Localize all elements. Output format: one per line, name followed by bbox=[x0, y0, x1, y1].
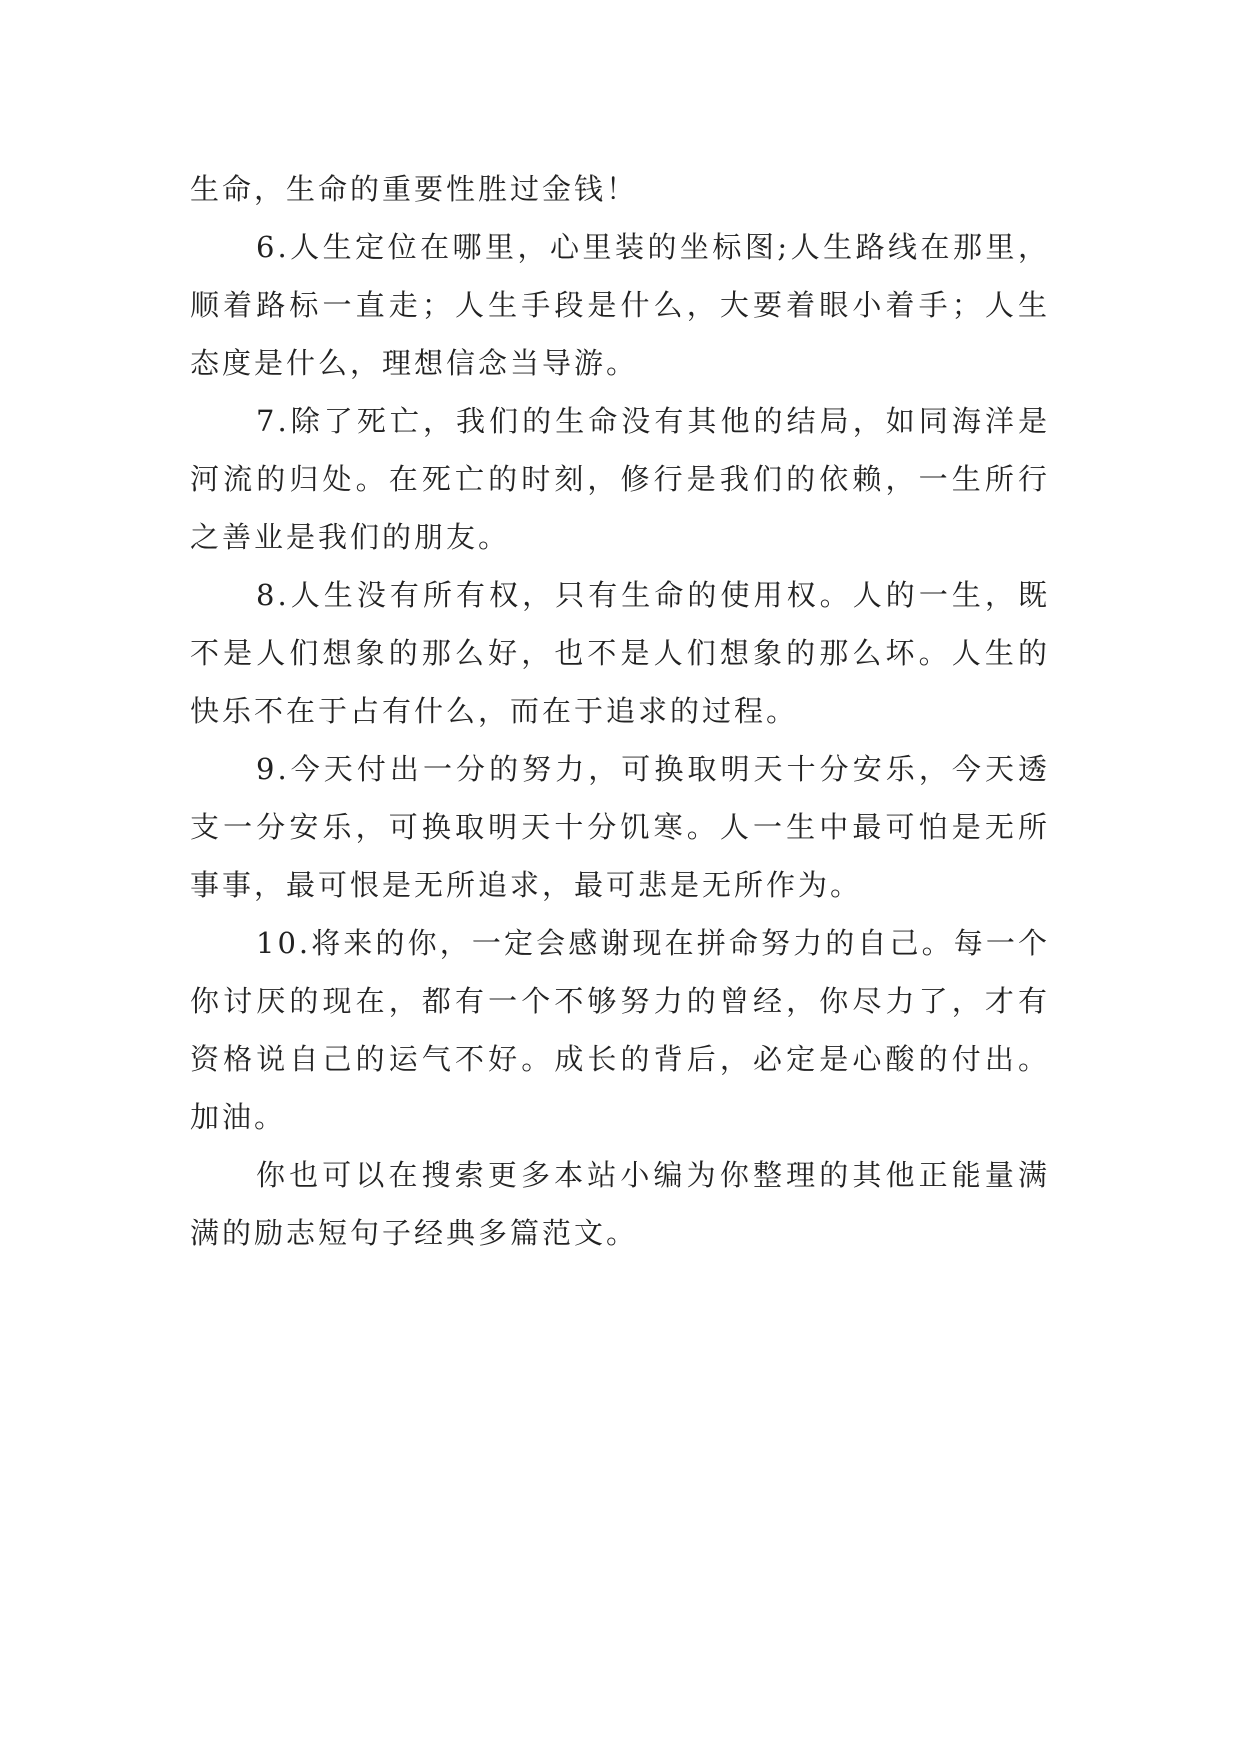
paragraph-item-9: 9.今天付出一分的努力，可换取明天十分安乐，今天透支一分安乐，可换取明天十分饥寒。人一生中最可怕是无所事事，最可恨是无所追求，最可悲是无所作为。 bbox=[190, 752, 1050, 902]
paragraph-item-6: 6.人生定位在哪里，心里装的坐标图;人生路线在那里，顺着路标一直走；人生手段是什么，大要着眼小着手；人生态度是什么，理想信念当导游。 bbox=[190, 230, 1050, 380]
paragraph-item-10: 10.将来的你，一定会感谢现在拼命努力的自己。每一个你讨厌的现在，都有一个不够努力的曾经，你尽力了，才有资格说自己的运气不好。成长的背后，必定是心酸的付出。加油。 bbox=[190, 926, 1050, 1134]
paragraph-closing-note: 你也可以在搜索更多本站小编为你整理的其他正能量满满的励志短句子经典多篇范文。 bbox=[190, 1158, 1050, 1250]
document-body bbox=[190, 160, 1050, 1262]
paragraph-item-7: 7.除了死亡，我们的生命没有其他的结局，如同海洋是河流的归处。在死亡的时刻，修行是我们的依赖，一生所行之善业是我们的朋友。 bbox=[190, 404, 1050, 554]
paragraph-item-8: 8.人生没有所有权，只有生命的使用权。人的一生，既不是人们想象的那么好，也不是人们想象的那么坏。人生的快乐不在于占有什么，而在于追求的过程。 bbox=[190, 578, 1050, 728]
paragraph-continuation: 生命，生命的重要性胜过金钱！ bbox=[190, 172, 639, 206]
